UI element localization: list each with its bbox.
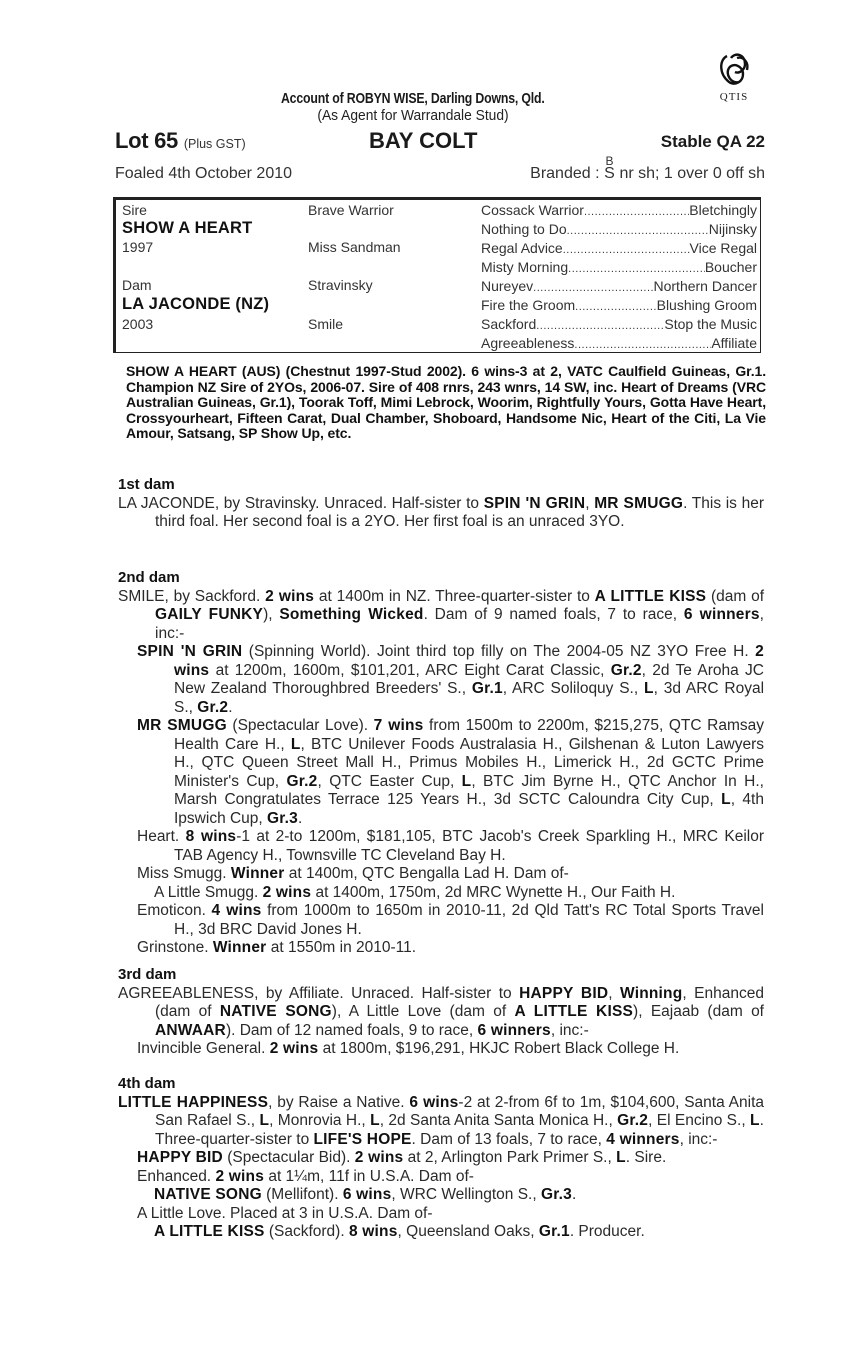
ggp-row: Cossack Warrior ..... Bletchingly — [481, 202, 757, 219]
progeny-entry: MR SMUGG (Spectacular Love). 7 wins from 1500m to 2200m, $215,275, QTC Ramsay Health Care H., L, BTC Unilever Foods Australasia H., Gilshenan & Luton Lawyers H., QTC Queen Street Mall H., Primus Mobiles H., Limerick H., 2d GCTC Prime Minister's Cup, Gr.2, QTC Easter Cup, L, BTC Jim Byrne H., QTC Anchor In H., Marsh Congratulates Terrace 125 Years H., 3d SCTC Caloundra City Cup, L, 4th Ipswich Cup, Gr.3. — [137, 717, 764, 827]
second-dam-section — [118, 569, 764, 958]
sire-name: SHOW A HEART — [122, 219, 253, 237]
progeny-entry: Emoticon. 4 wins from 1000m to 1650m in 2010-11, 2d Qld Tatt's RC Total Sports Travel H., 3d BRC David Jones H. — [137, 902, 764, 938]
qtis-loops-icon — [717, 52, 751, 88]
first-dam-section — [118, 476, 764, 532]
dam-paragraph: SMILE, by Sackford. 2 wins at 1400m in NZ. Three-quarter-sister to A LITTLE KISS (dam of GAILY FUNKY), Something Wicked. Dam of 9 named foals, 7 to race, 6 winners, inc:- — [118, 587, 765, 642]
sire-year: 1997 — [122, 239, 154, 255]
progeny-entry: A Little Love. Placed at 3 in U.S.A. Dam of- — [137, 1204, 433, 1222]
lot-number: Lot 65 (Plus GST) — [115, 128, 246, 153]
pedigree-table — [113, 197, 761, 353]
agent-line: (As Agent for Warrandale Stud) — [317, 107, 509, 124]
dam-paragraph: AGREEABLENESS, by Affiliate. Unraced. Half-sister to HAPPY BID, Winning, Enhanced (dam of NATIVE SONG), A Little Love (dam of A LITTLE KISS), Eajaab (dam of ANWAAR). Dam of 12 named foals, 9 to race, 6 winners, inc:- — [118, 984, 764, 1039]
third-dam-section — [118, 966, 764, 1059]
progeny-entry: HAPPY BID (Spectacular Bid). 2 wins at 2, Arlington Park Primer S., L. Sire. — [137, 1149, 667, 1166]
progeny-entry: Enhanced. 2 wins at 1¼m, 11f in U.S.A. Dam of- — [137, 1167, 474, 1185]
granddam-paternal: Miss Sandman — [308, 239, 401, 255]
dam-label: Dam — [122, 277, 152, 293]
ggp-row: Sackford ..... Stop the Music — [481, 316, 757, 333]
account-line: Account of ROBYN WISE, Darling Downs, Qld. — [281, 90, 545, 107]
progeny-entry: Heart. 8 wins-1 at 2-to 1200m, $181,105, BTC Jacob's Creek Sparkling H., MRC Keilor TAB Agency H., Townsville TC Cleveland Bay H. — [137, 828, 765, 864]
dam-paragraph: LITTLE HAPPINESS, by Raise a Native. 6 wins-2 at 2-from 6f to 1m, $104,600, Santa Anita San Rafael S., L, Monrovia H., L, 2d Santa Anita Santa Monica H., Gr.2, El Encino S., L. Three-quarter-sister to LIFE'S HOPE. Dam of 13 foals, 7 to race, 4 winners, inc:- — [118, 1093, 765, 1148]
grandsire-maternal: Stravinsky — [308, 277, 373, 293]
dam-paragraph: LA JACONDE, by Stravinsky. Unraced. Half-sister to SPIN 'N GRIN, MR SMUGG. This is her third foal. Her second foal is a 2YO. Her first foal is an unraced 3YO. — [118, 494, 764, 530]
section-title: 2nd dam — [118, 569, 180, 586]
section-title: 1st dam — [118, 476, 175, 493]
section-title: 3rd dam — [118, 966, 177, 983]
horse-description: BAY COLT — [369, 128, 478, 153]
brand-info: Branded : B S nr sh; 1 over 0 off sh — [530, 154, 765, 182]
stable-number: Stable QA 22 — [660, 132, 765, 151]
lot-line — [113, 128, 765, 156]
ggp-row: Nureyev ..... Northern Dancer — [481, 278, 757, 295]
ggp-row: Regal Advice ..... Vice Regal — [481, 240, 757, 257]
dam-name: LA JACONDE (NZ) — [122, 295, 270, 313]
ggp-row: Misty Morning ..... Boucher — [481, 259, 757, 276]
progeny-entry: Grinstone. Winner at 1550m in 2010-11. — [137, 939, 417, 956]
sire-label: Sire — [122, 202, 147, 218]
progeny-entry: NATIVE SONG (Mellifont). 6 wins, WRC Wellington S., Gr.3. — [154, 1186, 577, 1203]
grandsire-paternal: Brave Warrior — [308, 202, 394, 218]
qtis-logo — [709, 52, 759, 103]
foal-line — [113, 154, 765, 185]
dam-year: 2003 — [122, 316, 154, 332]
ggp-row: Nothing to Do ..... Nijinsky — [481, 221, 757, 238]
section-title: 4th dam — [118, 1075, 176, 1092]
ggp-row: Fire the Groom ..... Blushing Groom — [481, 297, 757, 314]
ggp-row: Agreeableness ..... Affiliate — [481, 335, 757, 352]
progeny-entry: Miss Smugg. Winner at 1400m, QTC Bengalla Lad H. Dam of- — [137, 865, 569, 882]
progeny-entry: A Little Smugg. 2 wins at 1400m, 1750m, 2d MRC Wynette H., Our Faith H. — [154, 883, 676, 901]
progeny-entry: SPIN 'N GRIN (Spinning World). Joint third top filly on The 2004-05 NZ 3YO Free H. 2 wins at 1200m, 1600m, $101,201, ARC Eight Carat Classic, Gr.2, 2d Te Aroha JC New Zealand Thoroughbred Breeders' S., Gr.1, ARC Soliloquy S., L, 3d ARC Royal S., Gr.2. — [137, 643, 765, 716]
brand-mark: B S — [604, 154, 615, 182]
logo-text: QTIS — [719, 91, 749, 103]
sire-summary: SHOW A HEART (AUS) (Chestnut 1997-Stud 2002). 6 wins-3 at 2, VATC Caulfield Guineas, Gr.1. Champion NZ Sire of 2YOs, 2006-07. Sire of 408 rnrs, 243 wnrs, 14 SW, inc. Heart of Dreams (VRC Australian Guineas, Gr.1), Toorak Toff, Mimi Lebrock, Woorim, Rightfully Yours, Gotta Have Heart, Crossyourheart, Fifteen Carat, Dual Chamber, Shoboard, Handsome Nic, Heart of the Citi, La Vie Amour, Satsang, SP Show Up, etc. — [126, 363, 766, 441]
foaled-date: Foaled 4th October 2010 — [115, 165, 293, 182]
progeny-entry: Invincible General. 2 wins at 1800m, $196,291, HKJC Robert Black College H. — [137, 1040, 680, 1057]
granddam-maternal: Smile — [308, 316, 344, 332]
progeny-entry: A LITTLE KISS (Sackford). 8 wins, Queensland Oaks, Gr.1. Producer. — [154, 1223, 645, 1240]
fourth-dam-section — [118, 1075, 764, 1242]
